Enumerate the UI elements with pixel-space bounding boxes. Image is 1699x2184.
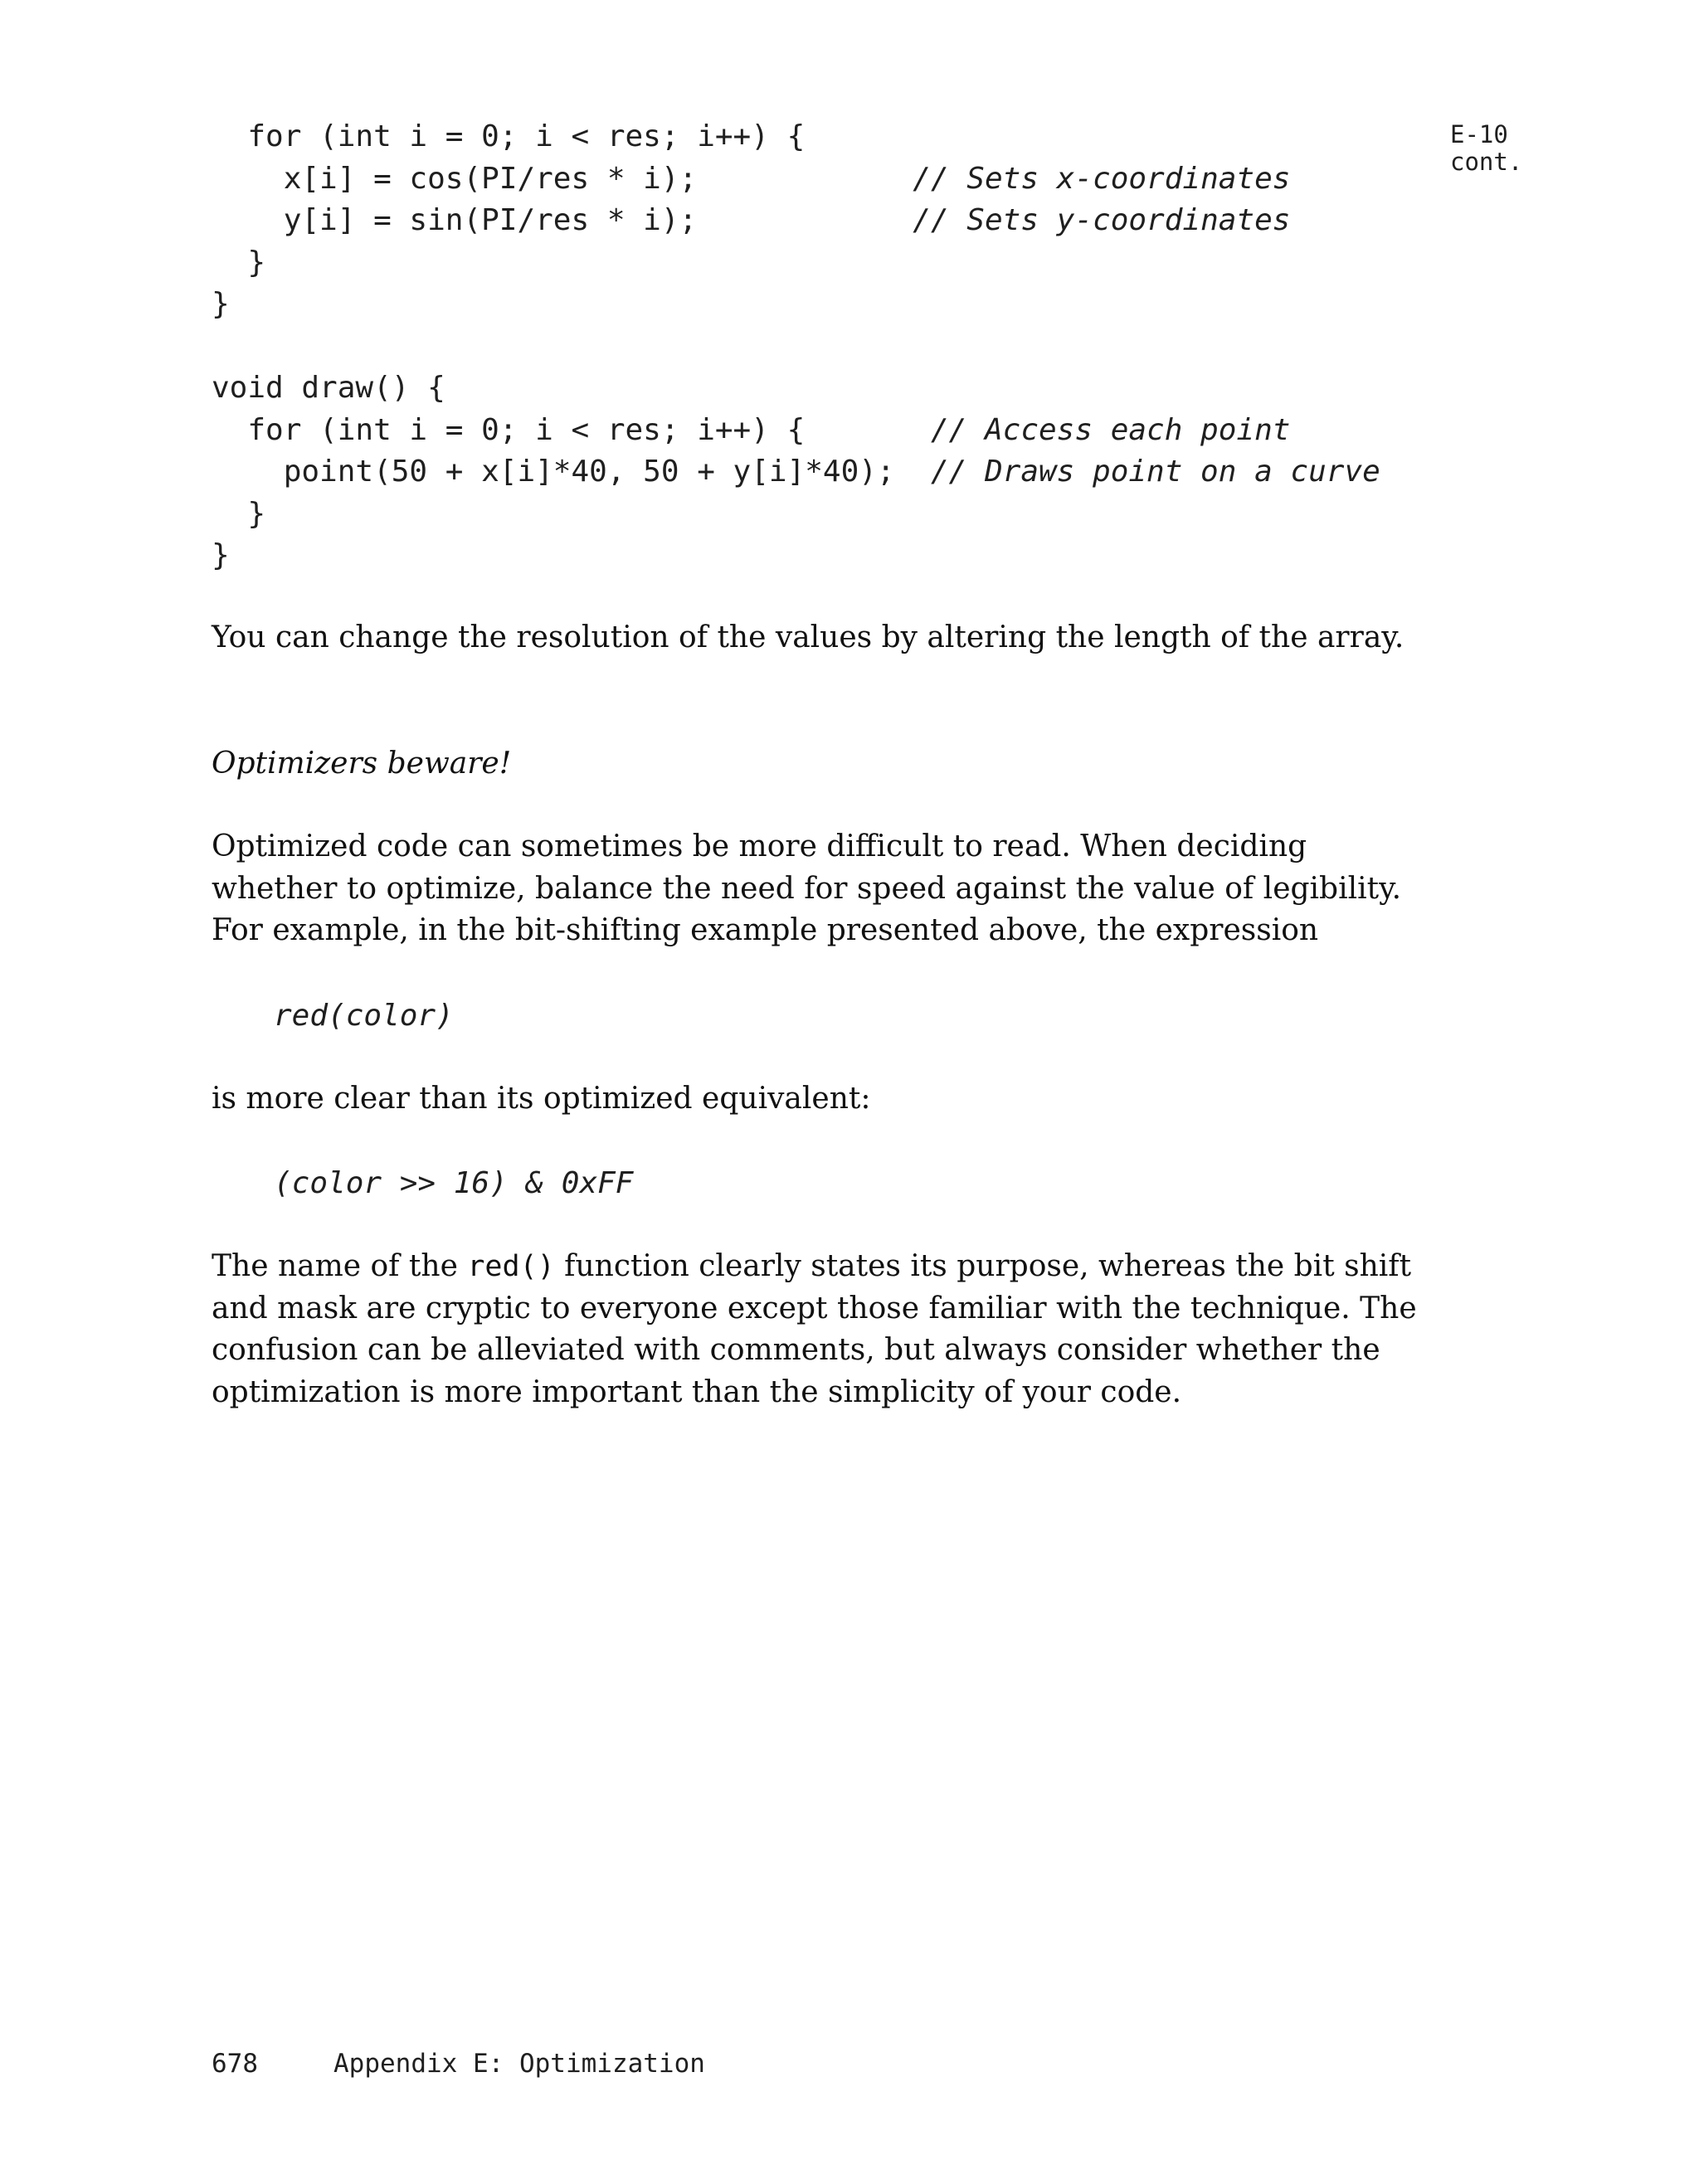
code-listing bbox=[212, 116, 1380, 577]
code-comment: // Sets x-coordinates bbox=[913, 161, 1291, 196]
code-text: } bbox=[212, 496, 266, 531]
code-text: } bbox=[212, 287, 230, 321]
code-text: void draw() { bbox=[212, 371, 445, 405]
code-comment: // Sets y-coordinates bbox=[913, 203, 1291, 237]
page-number: 678 bbox=[212, 2049, 258, 2079]
code-comment: // Draws point on a curve bbox=[930, 455, 1380, 489]
code-text: x[i] = cos(PI/res * i); bbox=[212, 161, 913, 196]
code-line bbox=[212, 116, 1380, 158]
code-text: } bbox=[212, 245, 266, 280]
running-footer: Appendix E: Optimization bbox=[333, 2049, 705, 2079]
code-text: } bbox=[212, 538, 230, 572]
example-reference bbox=[1450, 121, 1522, 176]
code-comment: // Access each point bbox=[930, 412, 1291, 447]
bitshift-example: (color >> 16) & 0xFF bbox=[274, 1166, 634, 1200]
code-line bbox=[212, 494, 1380, 536]
code-text: for (int i = 0; i < res; i++) { bbox=[212, 119, 806, 153]
optimized-code-paragraph: Optimized code can sometimes be more difficult to read. When deciding whether to optimize, balance the need for speed against the value of legibility. For example, in the bit-shifting example presented above, the expression bbox=[212, 829, 1402, 947]
code-line bbox=[212, 326, 1380, 368]
code-line bbox=[212, 535, 1380, 577]
conclusion-text-start: The name of the bbox=[212, 1249, 468, 1283]
resolution-paragraph: You can change the resolution of the values by altering the length of the array. bbox=[212, 620, 1404, 654]
code-line bbox=[212, 410, 1380, 452]
code-line bbox=[212, 367, 1380, 410]
conclusion-paragraph bbox=[212, 1246, 1439, 1413]
continued-label: cont. bbox=[1450, 148, 1523, 176]
example-number: E-10 bbox=[1450, 120, 1508, 148]
code-text: point(50 + x[i]*40, 50 + y[i]*40); bbox=[212, 455, 931, 489]
code-line bbox=[212, 158, 1380, 201]
conclusion-text-end: function clearly states its purpose, whereas the bit shift and mask are cryptic to everyone except those familiar with the technique. The confusion can be alleviated with comments, but always consider whether the optimization is more important than the simplicity of your code. bbox=[212, 1249, 1417, 1409]
section-heading: Optimizers beware! bbox=[212, 747, 512, 781]
code-text: y[i] = sin(PI/res * i); bbox=[212, 203, 913, 237]
code-line bbox=[212, 242, 1380, 285]
inline-code-red: red() bbox=[467, 1250, 555, 1283]
code-line bbox=[212, 451, 1380, 494]
code-text: for (int i = 0; i < res; i++) { bbox=[212, 412, 931, 447]
code-line bbox=[212, 284, 1380, 326]
code-line bbox=[212, 200, 1380, 242]
red-function-example: red(color) bbox=[274, 999, 454, 1033]
comparison-paragraph: is more clear than its optimized equivalent: bbox=[212, 1082, 871, 1116]
